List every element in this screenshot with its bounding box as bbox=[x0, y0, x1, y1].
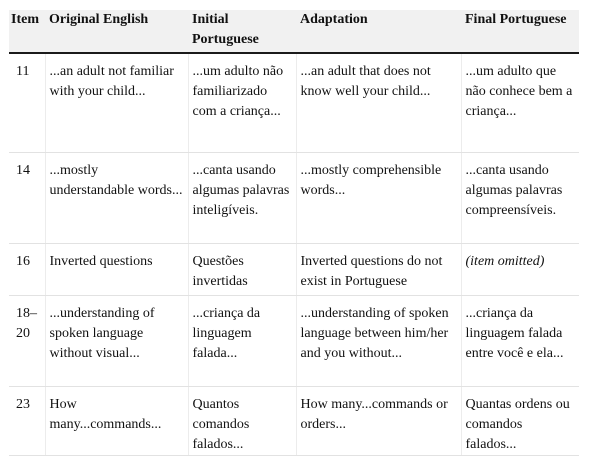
table-header-row bbox=[9, 10, 579, 53]
cell-adaptation: ...an adult that does not know well your child... bbox=[296, 53, 461, 153]
table-row bbox=[9, 153, 579, 244]
cell-adaptation: Inverted questions do not exist in Portuguese bbox=[296, 244, 461, 296]
cell-adaptation: ...understanding of spoken language between him/her and you without... bbox=[296, 296, 461, 387]
cell-final-portuguese: ...criança da linguagem falada entre você e ela... bbox=[461, 296, 579, 387]
header-adaptation: Adaptation bbox=[296, 10, 461, 53]
table-row bbox=[9, 387, 579, 456]
table-row bbox=[9, 244, 579, 296]
header-original-english: Original English bbox=[45, 10, 188, 53]
header-item: Item bbox=[9, 10, 45, 53]
cell-final-portuguese: (item omitted) bbox=[461, 244, 579, 296]
table-row bbox=[9, 296, 579, 387]
cell-initial-portuguese: ...um adulto não familiarizado com a criança... bbox=[188, 53, 296, 153]
cell-item: 18–20 bbox=[9, 296, 45, 387]
cell-initial-portuguese: ...criança da linguagem falada... bbox=[188, 296, 296, 387]
cell-final-portuguese: Quantas ordens ou comandos falados... bbox=[461, 387, 579, 456]
header-initial-portuguese: Initial Portuguese bbox=[188, 10, 296, 53]
cell-adaptation: ...mostly comprehensible words... bbox=[296, 153, 461, 244]
cell-initial-portuguese: ...canta usando algumas palavras inteligíveis. bbox=[188, 153, 296, 244]
cell-original-english: ...understanding of spoken language without visual... bbox=[45, 296, 188, 387]
cell-initial-portuguese: Quantos comandos falados... bbox=[188, 387, 296, 456]
cell-original-english: ...an adult not familiar with your child... bbox=[45, 53, 188, 153]
cell-item: 14 bbox=[9, 153, 45, 244]
header-final-portuguese: Final Portuguese bbox=[461, 10, 579, 53]
cell-original-english: How many...commands... bbox=[45, 387, 188, 456]
cell-original-english: ...mostly understandable words... bbox=[45, 153, 188, 244]
table-row bbox=[9, 53, 579, 153]
cell-initial-portuguese: Questões invertidas bbox=[188, 244, 296, 296]
cell-item: 16 bbox=[9, 244, 45, 296]
cell-final-portuguese: ...um adulto que não conhece bem a criança... bbox=[461, 53, 579, 153]
cell-item: 23 bbox=[9, 387, 45, 456]
cell-item: 11 bbox=[9, 53, 45, 153]
cell-final-portuguese: ...canta usando algumas palavras compreensíveis. bbox=[461, 153, 579, 244]
cell-adaptation: How many...commands or orders... bbox=[296, 387, 461, 456]
cell-original-english: Inverted questions bbox=[45, 244, 188, 296]
adaptation-table bbox=[9, 10, 579, 456]
